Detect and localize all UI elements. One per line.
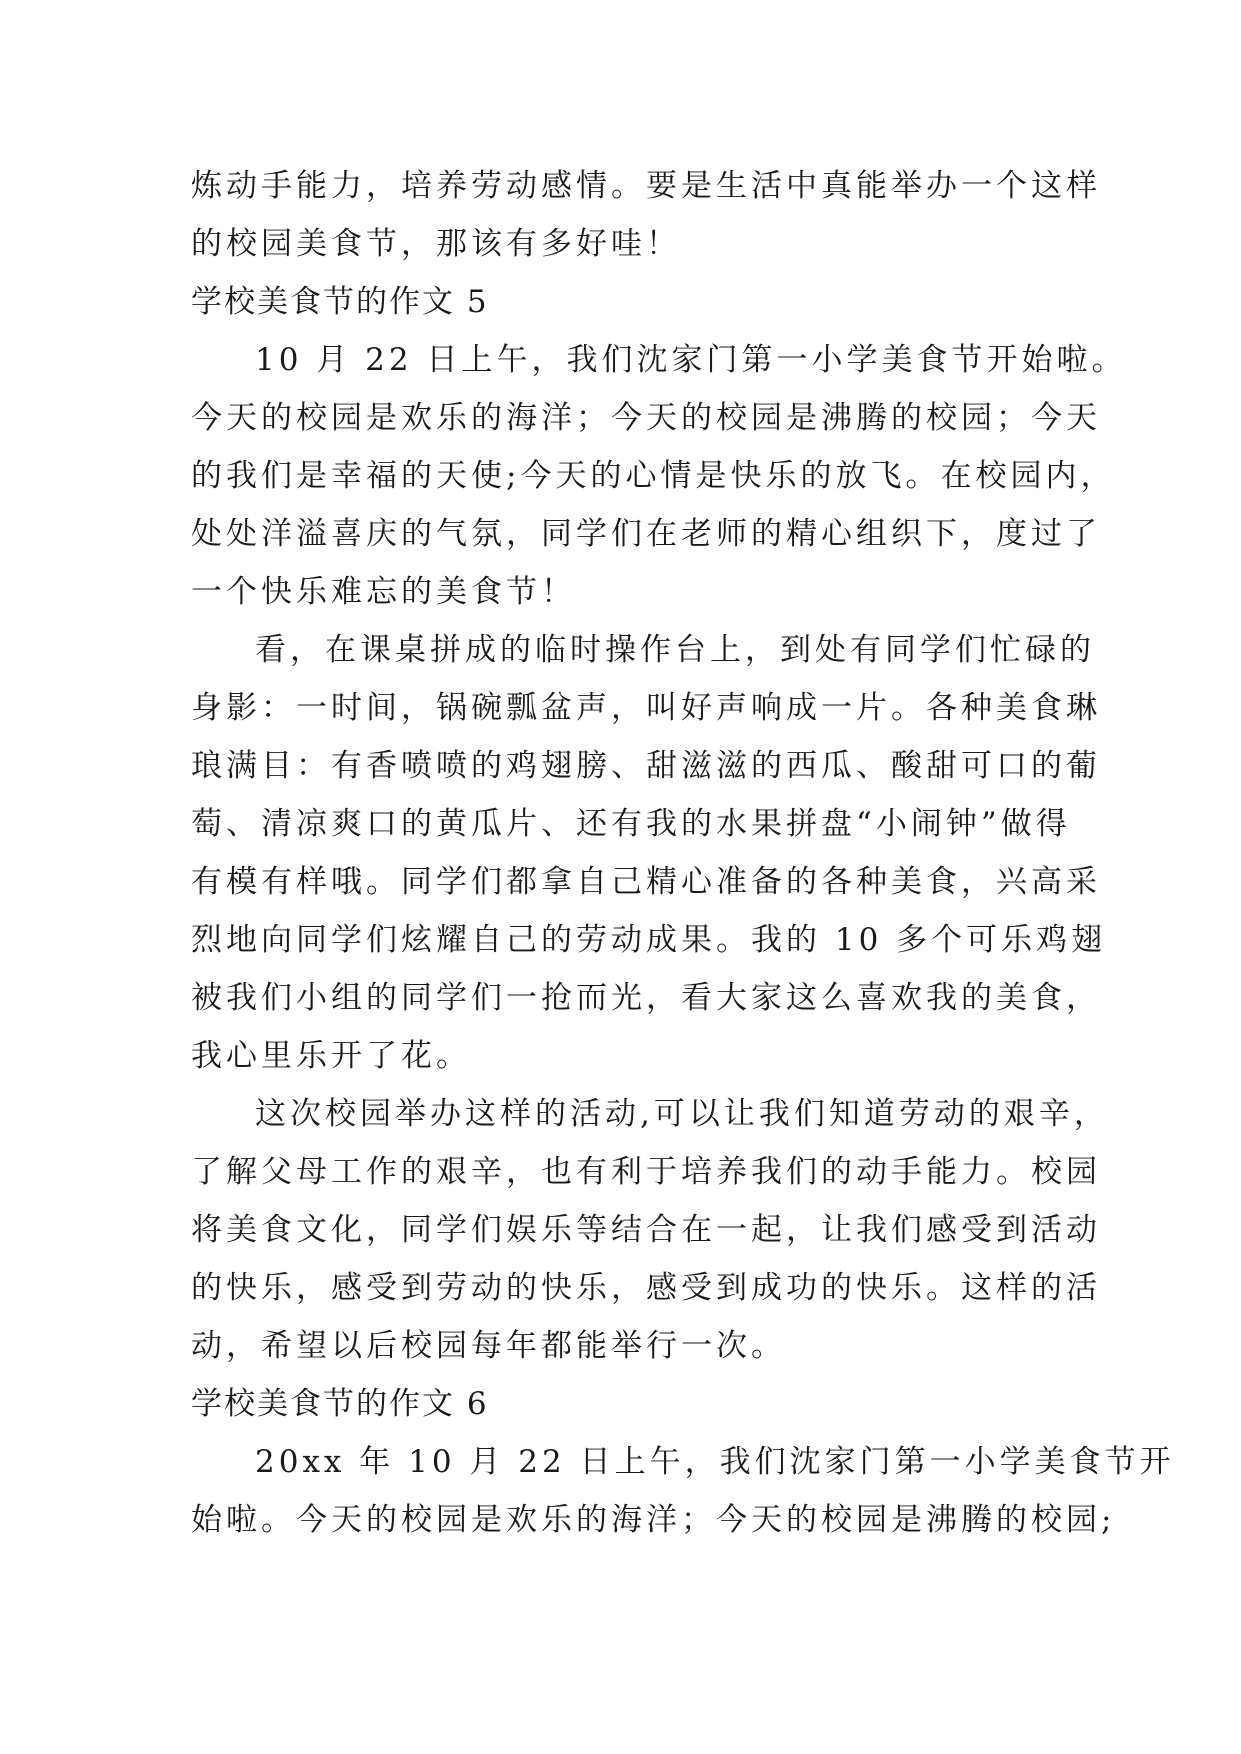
text-line: 身影：一时间，锅碗瓢盆声，叫好声响成一片。各种美食琳 <box>191 690 1101 726</box>
text-line: 的我们是幸福的天使;今天的心情是快乐的放飞。在校园内， <box>191 458 1116 494</box>
text-line: 处处洋溢喜庆的气氛，同学们在老师的精心组织下，度过了 <box>191 516 1101 552</box>
essay-6-title: 学校美食节的作文 6 <box>191 1386 489 1422</box>
text-line: 的快乐，感受到劳动的快乐，感受到成功的快乐。这样的活 <box>191 1270 1101 1306</box>
text-line: 一个快乐难忘的美食节！ <box>191 574 576 610</box>
text-line: 看，在课桌拼成的临时操作台上，到处有同学们忙碌的 <box>255 632 1095 668</box>
text-line: 动，希望以后校园每年都能举行一次。 <box>191 1328 786 1364</box>
text-line: 萄、清凉爽口的黄瓜片、还有我的水果拼盘“小闹钟”做得 <box>191 806 1071 842</box>
essay-5-title: 学校美食节的作文 5 <box>191 284 489 320</box>
text-line: 始啦。今天的校园是欢乐的海洋；今天的校园是沸腾的校园; <box>191 1502 1116 1538</box>
document-body <box>191 157 1175 1549</box>
text-line: 20xx 年 10 月 22 日上午，我们沈家门第一小学美食节开 <box>255 1444 1175 1480</box>
text-line: 琅满目：有香喷喷的鸡翅膀、甜滋滋的西瓜、酸甜可口的葡 <box>191 748 1101 784</box>
text-line: 将美食文化，同学们娱乐等结合在一起，让我们感受到活动 <box>191 1212 1101 1248</box>
text-line: 炼动手能力，培养劳动感情。要是生活中真能举办一个这样 <box>191 168 1101 204</box>
text-line: 了解父母工作的艰辛，也有利于培养我们的动手能力。校园 <box>191 1154 1101 1190</box>
text-line: 被我们小组的同学们一抢而光，看大家这么喜欢我的美食， <box>191 980 1101 1016</box>
text-line: 今天的校园是欢乐的海洋；今天的校园是沸腾的校园；今天 <box>191 400 1101 436</box>
text-line: 的校园美食节，那该有多好哇！ <box>191 226 681 262</box>
text-line: 这次校园举办这样的活动,可以让我们知道劳动的艰辛， <box>255 1096 1109 1132</box>
text-line: 烈地向同学们炫耀自己的劳动成果。我的 10 多个可乐鸡翅 <box>191 922 1107 958</box>
text-line: 10 月 22 日上午，我们沈家门第一小学美食节开始啦。 <box>255 342 1127 378</box>
text-line: 有模有样哦。同学们都拿自己精心准备的各种美食，兴高采 <box>191 864 1101 900</box>
text-line: 我心里乐开了花。 <box>191 1038 471 1074</box>
